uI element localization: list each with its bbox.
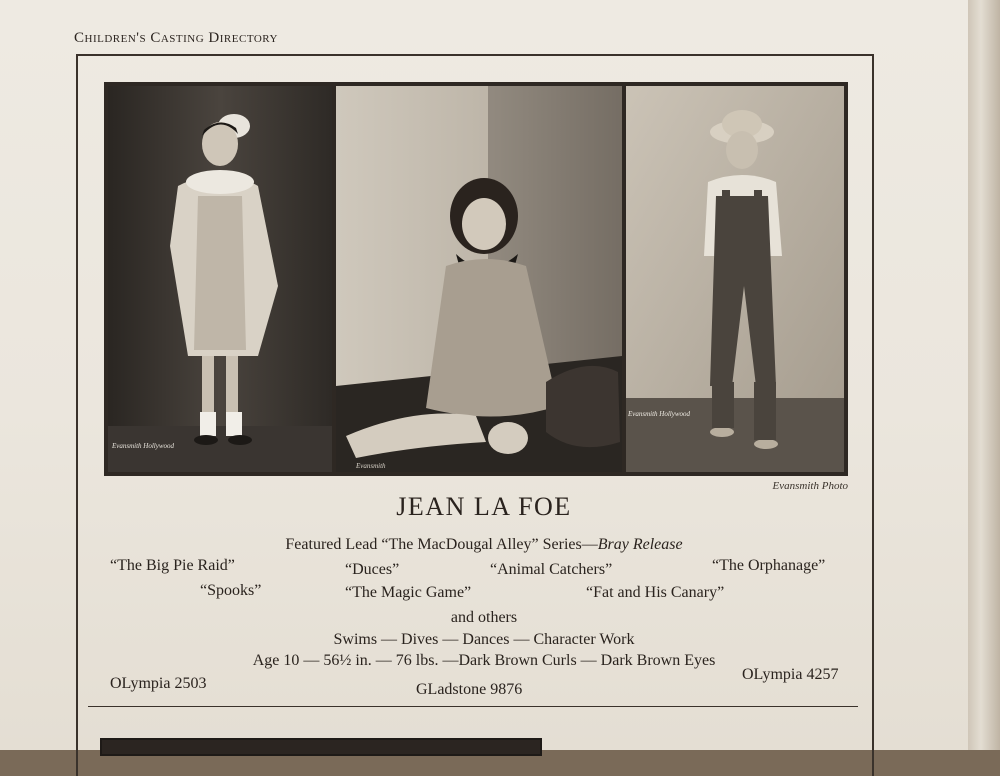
running-head: Children's Casting Directory — [74, 30, 278, 46]
credit-duces: “Duces” — [345, 561, 400, 578]
others-line: and others — [450, 609, 518, 626]
credit-animal-catchers: “Animal Catchers” — [490, 561, 613, 578]
phone-center: GLadstone 9876 — [416, 681, 523, 698]
section-divider — [88, 706, 858, 707]
release-label: Bray Release — [597, 536, 683, 553]
performer-name: JEAN LA FOE — [396, 492, 572, 521]
phone-left: OLympia 2503 — [110, 675, 207, 692]
skills-line: Swims — Dives — Dances — Character Work — [333, 631, 635, 648]
phone-right: OLympia 4257 — [742, 666, 839, 683]
photo-girl-coat — [108, 86, 332, 472]
photo-girl-seated — [336, 86, 622, 472]
credit-fat-canary: “Fat and His Canary” — [586, 584, 725, 601]
featured-lead: Featured Lead “The MacDougal Alley” Series— — [285, 536, 598, 553]
stats-line: Age 10 — 56½ in. — 76 lbs. —Dark Brown Curls — Dark Brown Eyes — [252, 652, 716, 669]
photo-credit: Evansmith Photo — [772, 480, 848, 492]
photo-signature: Evansmith Hollywood — [112, 442, 175, 450]
credit-big-pie-raid: “The Big Pie Raid” — [110, 557, 235, 574]
page-edge — [968, 0, 1000, 750]
credit-spooks: “Spooks” — [200, 582, 262, 599]
credit-orphanage: “The Orphanage” — [712, 557, 826, 574]
photo-strip — [104, 82, 848, 476]
next-listing-photo — [100, 738, 542, 756]
photo-signature: Evansmith Hollywood — [628, 410, 691, 418]
photo-signature: Evansmith — [356, 462, 386, 470]
featured-line — [104, 536, 864, 554]
photo-boy-overalls — [626, 86, 844, 472]
credit-magic-game: “The Magic Game” — [345, 584, 472, 601]
